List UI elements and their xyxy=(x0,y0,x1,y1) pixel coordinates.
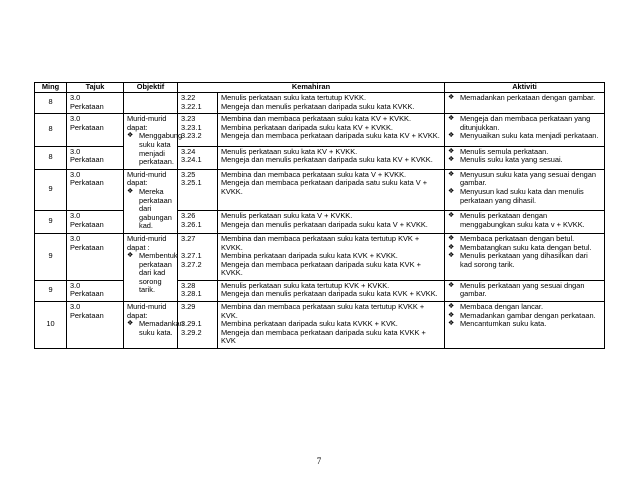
objektif-intro: Murid-murid xyxy=(127,114,167,124)
kemahiran-text: Menulis perkataan suku kata V + KVKK. xyxy=(221,211,353,221)
skill-code: 3.27.1 xyxy=(181,251,202,261)
aktiviti-item: ❖ Membaca perkataan dengan betul. xyxy=(448,235,601,244)
tajuk-text: Perkataan xyxy=(70,178,104,188)
week-number: 8 xyxy=(48,124,53,134)
aktiviti-item: ❖ Mencantumkan suku kata. xyxy=(448,320,601,329)
cell-aktiviti xyxy=(445,146,605,169)
kemahiran-text: Membina dan membaca perkataan suku kata tertutup KVK + KVKK. xyxy=(221,233,420,252)
skill-code: 3.24 xyxy=(181,146,196,156)
cell-codes xyxy=(178,169,218,210)
week-number: 8 xyxy=(48,151,53,161)
kemahiran-text: Mengeja dan menulis perkataan daripada suku kata KVKK. xyxy=(221,101,415,111)
cell-kemahiran xyxy=(218,233,445,280)
skill-code: 3.25 xyxy=(181,169,196,179)
aktiviti-item: ❖ Memadankan perkataan dengan gambar. xyxy=(448,94,601,103)
kemahiran-text: Membina perkataan daripada suku kata KVK + KVKK. xyxy=(221,251,398,261)
table-row xyxy=(35,211,605,234)
cell-codes xyxy=(178,146,218,169)
week-number: 8 xyxy=(48,97,53,107)
objektif-intro: dapat: xyxy=(127,310,148,320)
cell-aktiviti xyxy=(445,114,605,146)
cell-codes xyxy=(178,93,218,114)
objektif-bullet: ❖ Memadankan suku kata. xyxy=(127,320,174,337)
aktiviti-item: ❖ Membatangkan suku kata dengan betul. xyxy=(448,244,601,253)
table-row xyxy=(35,93,605,114)
kemahiran-text: Membina dan membaca perkataan suku kata V + KVKK. xyxy=(221,169,407,179)
cell-kemahiran xyxy=(218,280,445,301)
objektif-intro: Murid-murid xyxy=(127,169,167,179)
kemahiran-text: Membina perkataan daripada suku kata KV + KVKK. xyxy=(221,122,393,132)
table-row xyxy=(35,169,605,210)
cell-kemahiran xyxy=(218,302,445,349)
tajuk-text: Perkataan xyxy=(70,219,104,229)
cell-tajuk xyxy=(67,211,124,234)
cell-tajuk xyxy=(67,302,124,349)
objektif-bullet: ❖ Mereka perkataan dari gabungan kad. xyxy=(127,188,174,231)
skill-code: 3.26 xyxy=(181,211,196,221)
tajuk-text: Perkataan xyxy=(70,101,104,111)
kemahiran-text: Menulis perkataan suku kata tertutup KVKK. xyxy=(221,93,367,102)
tajuk-text: Perkataan xyxy=(70,155,104,165)
cell-ming xyxy=(35,302,67,349)
table-row xyxy=(35,233,605,280)
cell-objektif xyxy=(124,114,183,170)
cell-tajuk xyxy=(67,233,124,280)
skill-code: 3.23 xyxy=(181,114,196,124)
week-number: 9 xyxy=(48,285,53,295)
cell-codes xyxy=(178,233,218,280)
kemahiran-text: Mengeja dan membaca perkataan daripada satu suku kata V + KVKK. xyxy=(221,178,428,196)
skill-code: 3.28 xyxy=(181,280,196,290)
objektif-intro: Murid-murid xyxy=(127,233,167,243)
week-number: 9 xyxy=(48,216,53,226)
aktiviti-item: ❖ Menyuaikan suku kata menjadi perkataan. xyxy=(448,132,601,141)
kemahiran-text: Menulis perkataan suku kata KV + KVKK. xyxy=(221,146,358,156)
skill-code: 3.26.1 xyxy=(181,219,202,229)
table-row xyxy=(35,114,605,146)
kemahiran-text: Mengeja dan menulis perkataan daripada suku kata KVK + KVKK. xyxy=(221,289,438,299)
kemahiran-text: Mengeja dan membaca perkataan daripada suku kata KV + KVKK. xyxy=(221,131,440,141)
skill-code: 3.27 xyxy=(181,233,196,243)
tajuk-text: Perkataan xyxy=(70,310,104,320)
cell-ming xyxy=(35,114,67,146)
header-aktiviti: Aktiviti xyxy=(445,83,605,93)
cell-ming xyxy=(35,146,67,169)
skill-code: 3.22 xyxy=(181,93,196,102)
aktiviti-item: ❖ Menulis perkataan dengan menggabungkan suku kata v + KVKK. xyxy=(448,212,601,229)
skill-code: 3.25.1 xyxy=(181,178,202,188)
week-number: 10 xyxy=(46,319,55,329)
cell-codes xyxy=(178,114,218,146)
week-number: 9 xyxy=(48,184,53,194)
objektif-intro: dapat : xyxy=(127,242,150,252)
page-number: 7 xyxy=(316,456,322,466)
header-tajuk: Tajuk xyxy=(67,83,124,93)
cell-ming xyxy=(35,169,67,210)
cell-aktiviti xyxy=(445,302,605,349)
aktiviti-item: ❖ Menyusun kad suku kata dan menulis perkataan yang dihasil. xyxy=(448,188,601,205)
tajuk-text: 3.0 xyxy=(70,233,81,243)
tajuk-text: Perkataan xyxy=(70,289,104,299)
cell-codes xyxy=(178,280,218,301)
kemahiran-text: Mengeja dan membaca perkataan daripada suku kata KVK + KVKK. xyxy=(221,259,421,278)
skill-code: 3.29.1 xyxy=(181,319,202,329)
table-row xyxy=(35,280,605,301)
cell-ming xyxy=(35,211,67,234)
rpt-table xyxy=(34,82,605,349)
cell-aktiviti xyxy=(445,280,605,301)
cell-objektif xyxy=(124,233,178,301)
objektif-intro: Murid-murid xyxy=(127,302,167,312)
aktiviti-item: ❖ Mengeja dan membaca perkataan yang ditunjukkan. xyxy=(448,115,601,132)
cell-objektif xyxy=(124,169,178,233)
cell-ming xyxy=(35,280,67,301)
tajuk-text: 3.0 xyxy=(70,302,81,312)
cell-codes xyxy=(178,211,218,234)
tajuk-text: 3.0 xyxy=(70,280,81,290)
skill-code: 3.22.1 xyxy=(181,101,202,111)
objektif-bullet: ❖ Membentuk perkataan dari kad sorong tarik. xyxy=(127,252,174,295)
header-kemahiran: Kemahiran xyxy=(178,83,445,93)
kemahiran-text: Membina perkataan daripada suku kata KVKK + KVK. xyxy=(221,319,398,329)
cell-ming xyxy=(35,233,67,280)
cell-tajuk xyxy=(67,146,124,169)
tajuk-text: 3.0 xyxy=(70,114,81,124)
cell-kemahiran xyxy=(218,114,445,146)
cell-ming xyxy=(35,93,67,114)
aktiviti-item: ❖ Membaca dengan lancar. xyxy=(448,303,601,312)
cell-kemahiran xyxy=(218,146,445,169)
kemahiran-text: Menulis perkataan suku kata tertutup KVK + KVKK. xyxy=(221,280,390,290)
objektif-bullet: ❖ Menggabung suku kata menjadi perkataan. xyxy=(127,132,174,166)
kemahiran-text: Mengeja dan membaca perkataan daripada suku kata KVKK + KVK xyxy=(221,327,426,346)
tajuk-text: 3.0 xyxy=(70,146,81,156)
skill-code: 3.29.2 xyxy=(181,327,202,337)
cell-aktiviti xyxy=(445,93,605,114)
cell-aktiviti xyxy=(445,233,605,280)
cell-tajuk xyxy=(67,280,124,301)
cell-aktiviti xyxy=(445,211,605,234)
skill-code: 3.28.1 xyxy=(181,289,202,299)
skill-code: 3.23.2 xyxy=(181,131,202,141)
table-body xyxy=(35,93,605,349)
aktiviti-item: ❖ Memadankan gambar dengan perkataan. xyxy=(448,312,601,321)
cell-objektif xyxy=(124,302,184,349)
header-row xyxy=(35,83,605,93)
cell-objektif xyxy=(124,93,178,114)
cell-kemahiran xyxy=(218,211,445,234)
week-number: 9 xyxy=(48,251,53,261)
aktiviti-item: ❖ Menulis perkataan yang dihasilkan dari kad sorong tarik. xyxy=(448,252,601,269)
cell-tajuk xyxy=(67,93,124,114)
kemahiran-text: Mengeja dan menulis perkataan daripada suku kata V + KVKK. xyxy=(221,219,428,229)
header-objektif: Objektif xyxy=(124,83,178,93)
tajuk-text: 3.0 xyxy=(70,169,81,179)
tajuk-text: Perkataan xyxy=(70,122,104,132)
skill-code: 3.23.1 xyxy=(181,122,202,132)
tajuk-text: 3.0 xyxy=(70,211,81,221)
tajuk-text: Perkataan xyxy=(70,242,104,252)
cell-tajuk xyxy=(67,169,124,210)
kemahiran-text: Membina dan membaca perkataan suku kata tertutup KVKK + KVK. xyxy=(221,302,425,320)
aktiviti-item: ❖ Menyusun suku kata yang sesuai dengan gambar. xyxy=(448,171,601,188)
kemahiran-text: Membina dan membaca perkataan suku kata KV + KVKK. xyxy=(221,114,412,124)
objektif-intro: dapat: xyxy=(127,178,148,188)
aktiviti-item: ❖ Menulis perkataan yang sesuai dngan gambar. xyxy=(448,282,601,299)
objektif-intro: dapat: xyxy=(127,122,148,132)
kemahiran-text: Mengeja dan menulis perkataan daripada suku kata KV + KVKK. xyxy=(221,155,433,165)
skill-code: 3.24.1 xyxy=(181,155,202,165)
table-row xyxy=(35,146,605,169)
cell-tajuk xyxy=(67,114,124,146)
cell-kemahiran xyxy=(218,93,445,114)
tajuk-text: 3.0 xyxy=(70,93,81,102)
table-row xyxy=(35,302,605,349)
cell-aktiviti xyxy=(445,169,605,210)
aktiviti-item: ❖ Menulis semula perkataan. xyxy=(448,148,601,157)
header-ming: Ming xyxy=(35,83,67,93)
skill-code: 3.27.2 xyxy=(181,259,202,269)
cell-kemahiran xyxy=(218,169,445,210)
skill-code: 3.29 xyxy=(181,302,196,312)
aktiviti-item: ❖ Menulis suku kata yang sesuai. xyxy=(448,156,601,165)
rpt-table-container xyxy=(34,82,604,349)
